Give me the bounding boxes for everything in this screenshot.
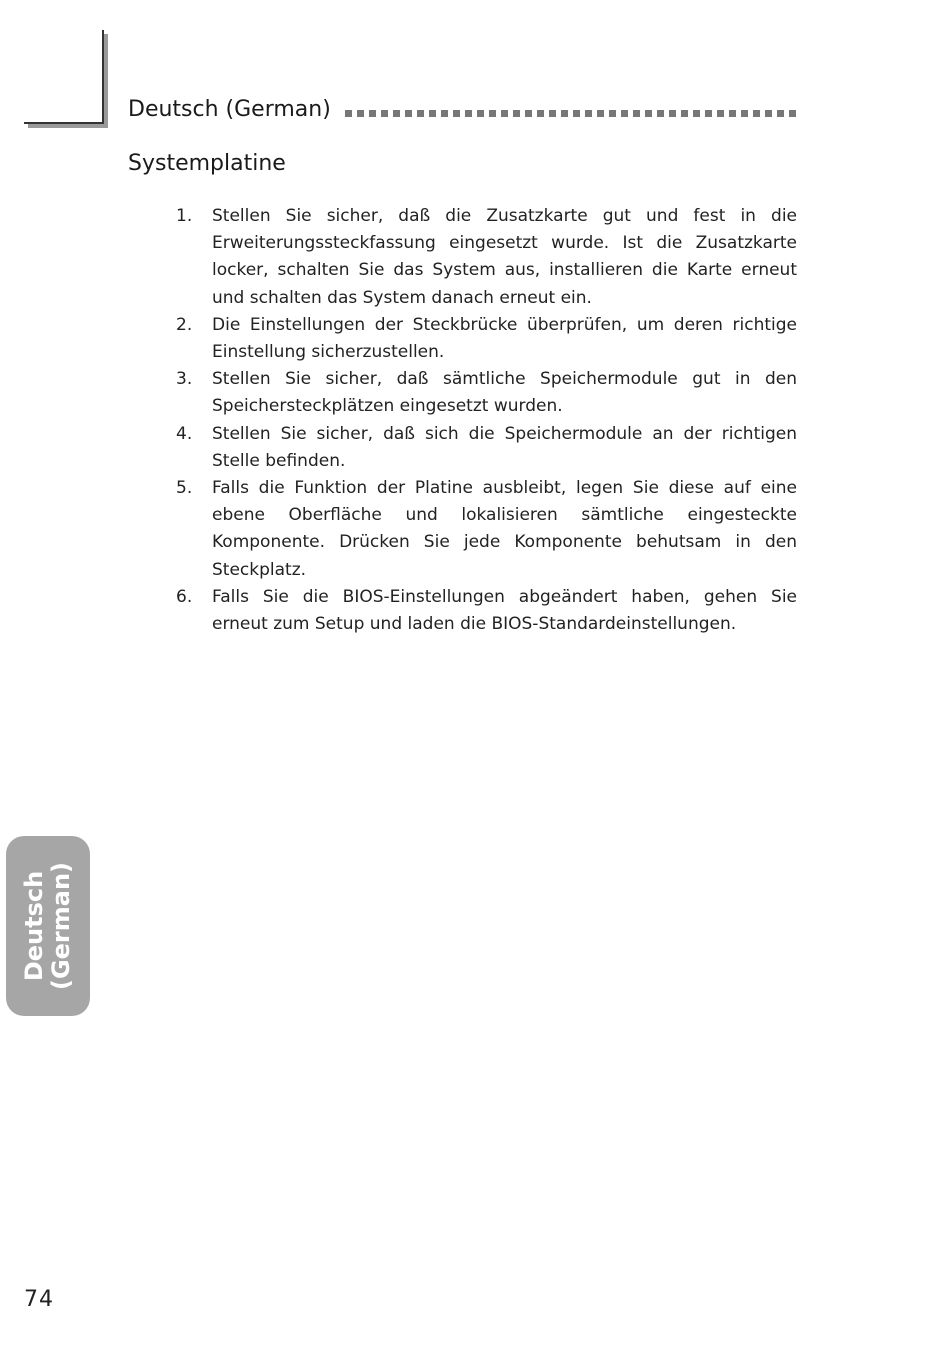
list-item	[176, 203, 797, 312]
list-item	[176, 584, 797, 638]
side-tab-label	[21, 862, 75, 990]
step-number: 1.	[176, 206, 193, 226]
step-number: 4.	[176, 423, 193, 444]
step-text: Stellen Sie sicher, daß sich die Speichermodule an der richtigen Stelle befinden.	[212, 423, 797, 471]
step-text: Falls die Funktion der Platine ausbleibt, legen Sie diese auf eine ebene Oberfläche und lokalisieren sämtliche eingesteckte Komponente. Drücken Sie jede Komponente behutsam in den Steckplatz.	[212, 478, 797, 580]
page-number: 74	[24, 1287, 54, 1312]
corner-crop-mark	[24, 30, 104, 124]
language-side-tab	[6, 836, 90, 1016]
troubleshooting-steps-list	[176, 203, 797, 638]
subsection-title: Systemplatine	[128, 151, 286, 176]
step-text: Die Einstellungen der Steckbrücke überprüfen, um deren richtige Einstellung sicherzustellen.	[212, 314, 797, 363]
list-item	[176, 312, 797, 366]
dotted-leader-line	[345, 110, 798, 117]
section-header	[128, 92, 798, 126]
step-text: Stellen Sie sicher, daß die Zusatzkarte gut und fest in die Erweiterungssteckfassung eingesetzt wurde. Ist die Zusatzkarte locker, schalten Sie das System aus, installieren die Karte erneut und schalten das System danach erneut ein.	[212, 206, 797, 308]
step-number: 5.	[176, 478, 193, 499]
step-number: 3.	[176, 369, 193, 390]
step-number: 2.	[176, 314, 193, 335]
step-text: Falls Sie die BIOS-Einstellungen abgeändert haben, gehen Sie erneut zum Setup und laden die BIOS-Standardeinstellungen.	[212, 586, 797, 635]
side-tab-label-line2: (German)	[47, 861, 75, 991]
step-text: Stellen Sie sicher, daß sämtliche Speichermodule gut in den Speichersteckplätzen eingesetzt wurden.	[212, 369, 797, 417]
list-item	[176, 421, 797, 475]
side-tab-label-line1: Deutsch	[20, 870, 48, 982]
step-number: 6.	[176, 586, 193, 607]
list-item	[176, 366, 797, 420]
list-item	[176, 475, 797, 584]
section-title: Deutsch (German)	[128, 96, 331, 122]
